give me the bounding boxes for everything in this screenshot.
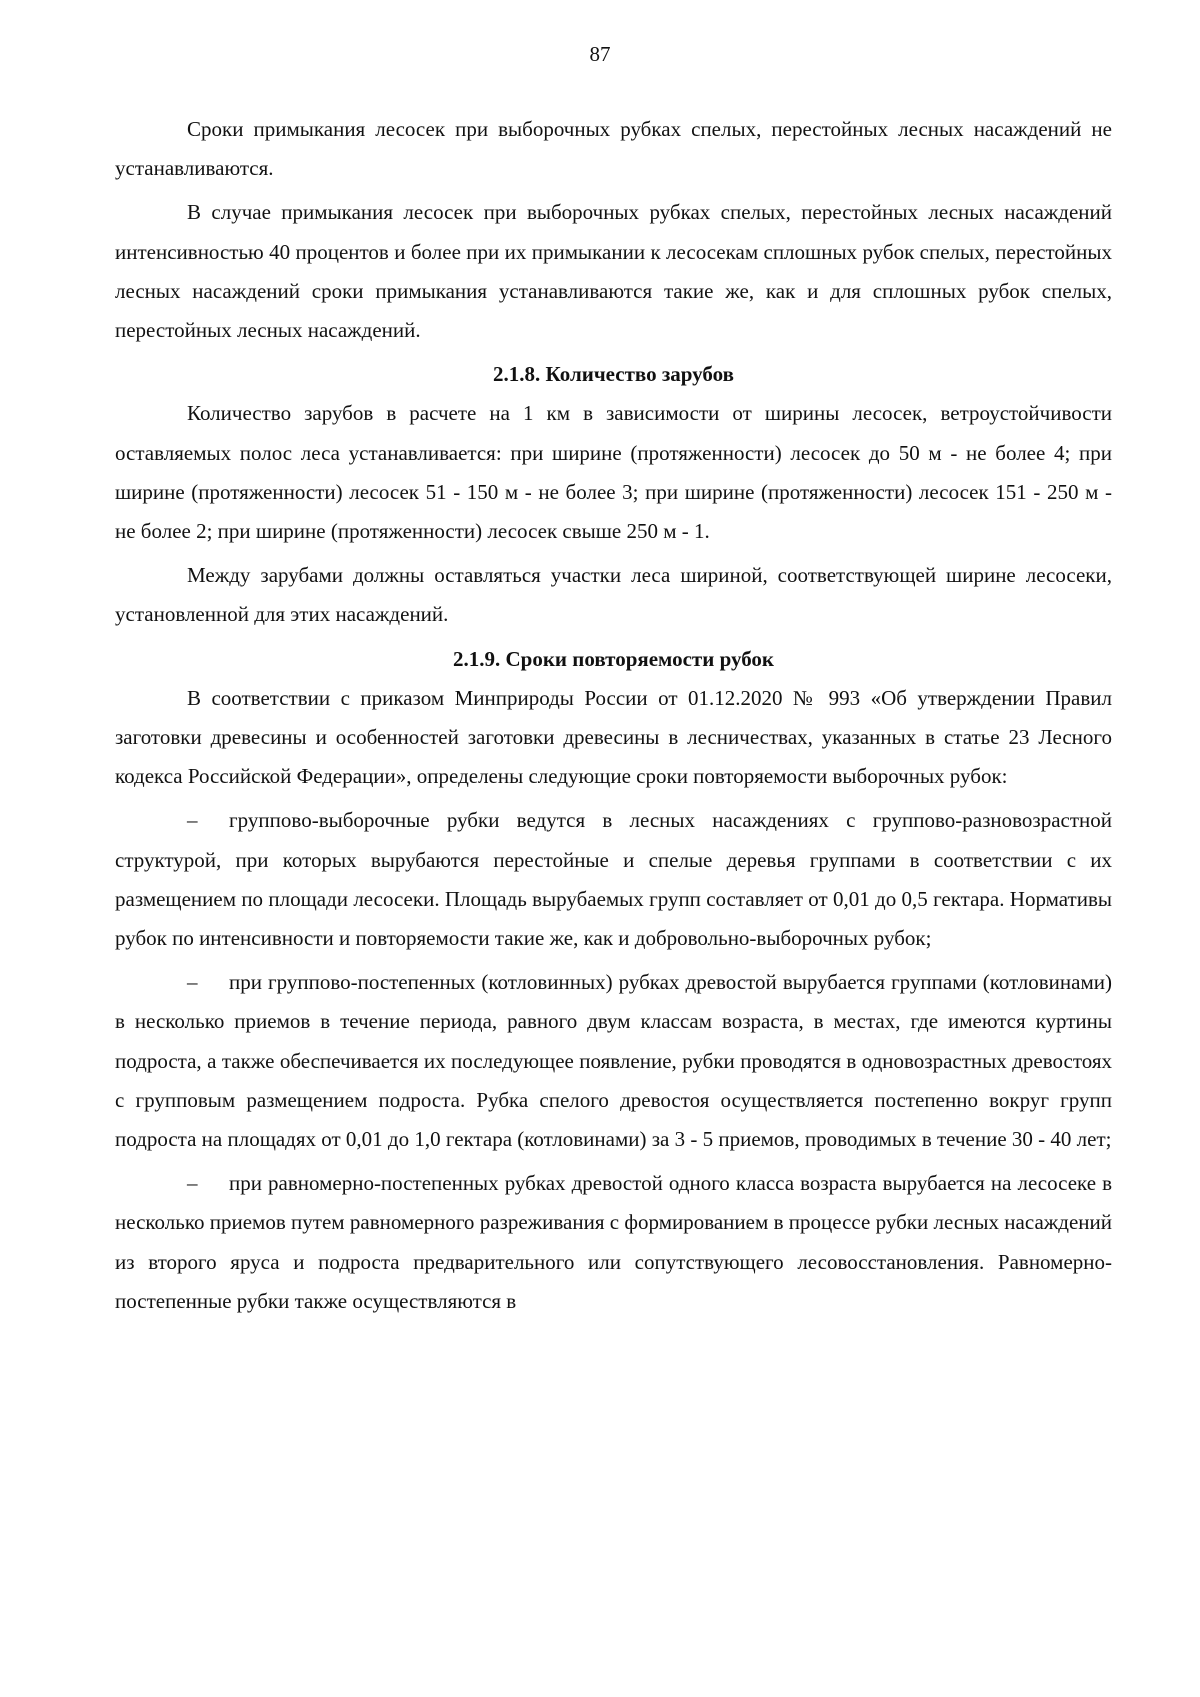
page-number: 87 — [589, 42, 611, 66]
list-item-text: групповo-выборочные рубки ведутся в лесных насаждениях с группово-разновозрастной структурой, при которых вырубаются перестойные и спелые деревья группами в соответствии с их размещением по площади лесосеки. Площадь вырубаемых групп составляет от 0,01 до 0,5 гектара. Нормативы рубок по интенсивности и повторяемости такие же, как и добровольно-выборочных рубок; — [115, 808, 1112, 951]
section-heading-cuts-count: 2.1.8. Количество зарубов — [493, 362, 734, 387]
paragraph-ministry-order: В соответствии с приказом Минприроды России от 01.12.2020 № 993 «Об утверждении Правил заготовки древесины и особенностей заготовки древесины в лесничествах, указанных в статье 23 Лесного кодекса Российской Федерации», определены следующие сроки повторяемости выборочных рубок: — [115, 685, 1112, 789]
list-item-group-selective — [115, 801, 1112, 958]
section-heading-repeat-periods: 2.1.9. Сроки повторяемости рубок — [452, 646, 775, 671]
bullet-dash: – — [187, 1171, 198, 1196]
paragraph-adjacency-not-set: Сроки примыкания лесосек при выборочных рубках спелых, перестойных лесных насаждений не устанавливаются. — [115, 117, 1112, 181]
bullet-dash: – — [187, 970, 198, 995]
paragraph-between-cuts: Между зарубами должны оставляться участки леса шириной, соответствующей ширине лесосеки, установленной для этих насаждений. — [115, 563, 1112, 627]
list-item-group-gradual — [115, 963, 1112, 1159]
list-item-uniform-gradual — [115, 1164, 1112, 1321]
bullet-dash: – — [187, 808, 198, 833]
paragraph-adjacency-intensity: В случае примыкания лесосек при выборочных рубках спелых, перестойных лесных насаждений интенсивностью 40 процентов и более при их примыкании к лесосекам сплошных рубок спелых, перестойных лесных насаждений сроки примыкания устанавливаются такие же, как и для сплошных рубок спелых, перестойных лесных насаждений. — [115, 200, 1112, 343]
list-item-text: при группово-постепенных (котловинных) рубках древостой вырубается группами (котловинами) в несколько приемов в течение периода, равного двум классам возраста, в местах, где имеются куртины подроста, а также обеспечивается их последующее появление, рубки проводятся в одновозрастных древостоях с групповым размещением подроста. Рубка спелого древостоя осуществляется постепенно вокруг групп подроста на площадях от 0,01 до 1,0 гектара (котловинами) за 3 - 5 приемов, проводимых в течение 30 - 40 лет; — [115, 970, 1112, 1152]
list-item-text: при равномерно-постепенных рубках древостой одного класса возраста вырубается на лесосеке в несколько приемов путем равномерного разреживания с формированием в процессе рубки лесных насаждений из второго яруса и подроста предварительного или сопутствующего лесовосстановления. Равномерно-постепенные рубки также осуществляются в — [115, 1171, 1112, 1313]
paragraph-cuts-count: Количество зарубов в расчете на 1 км в зависимости от ширины лесосек, ветроустойчивости оставляемых полос леса устанавливается: при ширине (протяженности) лесосек до 50 м - не более 4; при ширине (протяженности) лесосек 51 - 150 м - не более 3; при ширине (протяженности) лесосек 151 - 250 м - не более 2; при ширине (протяженности) лесосек свыше 250 м - 1. — [115, 401, 1112, 544]
document-body — [115, 110, 1112, 1321]
